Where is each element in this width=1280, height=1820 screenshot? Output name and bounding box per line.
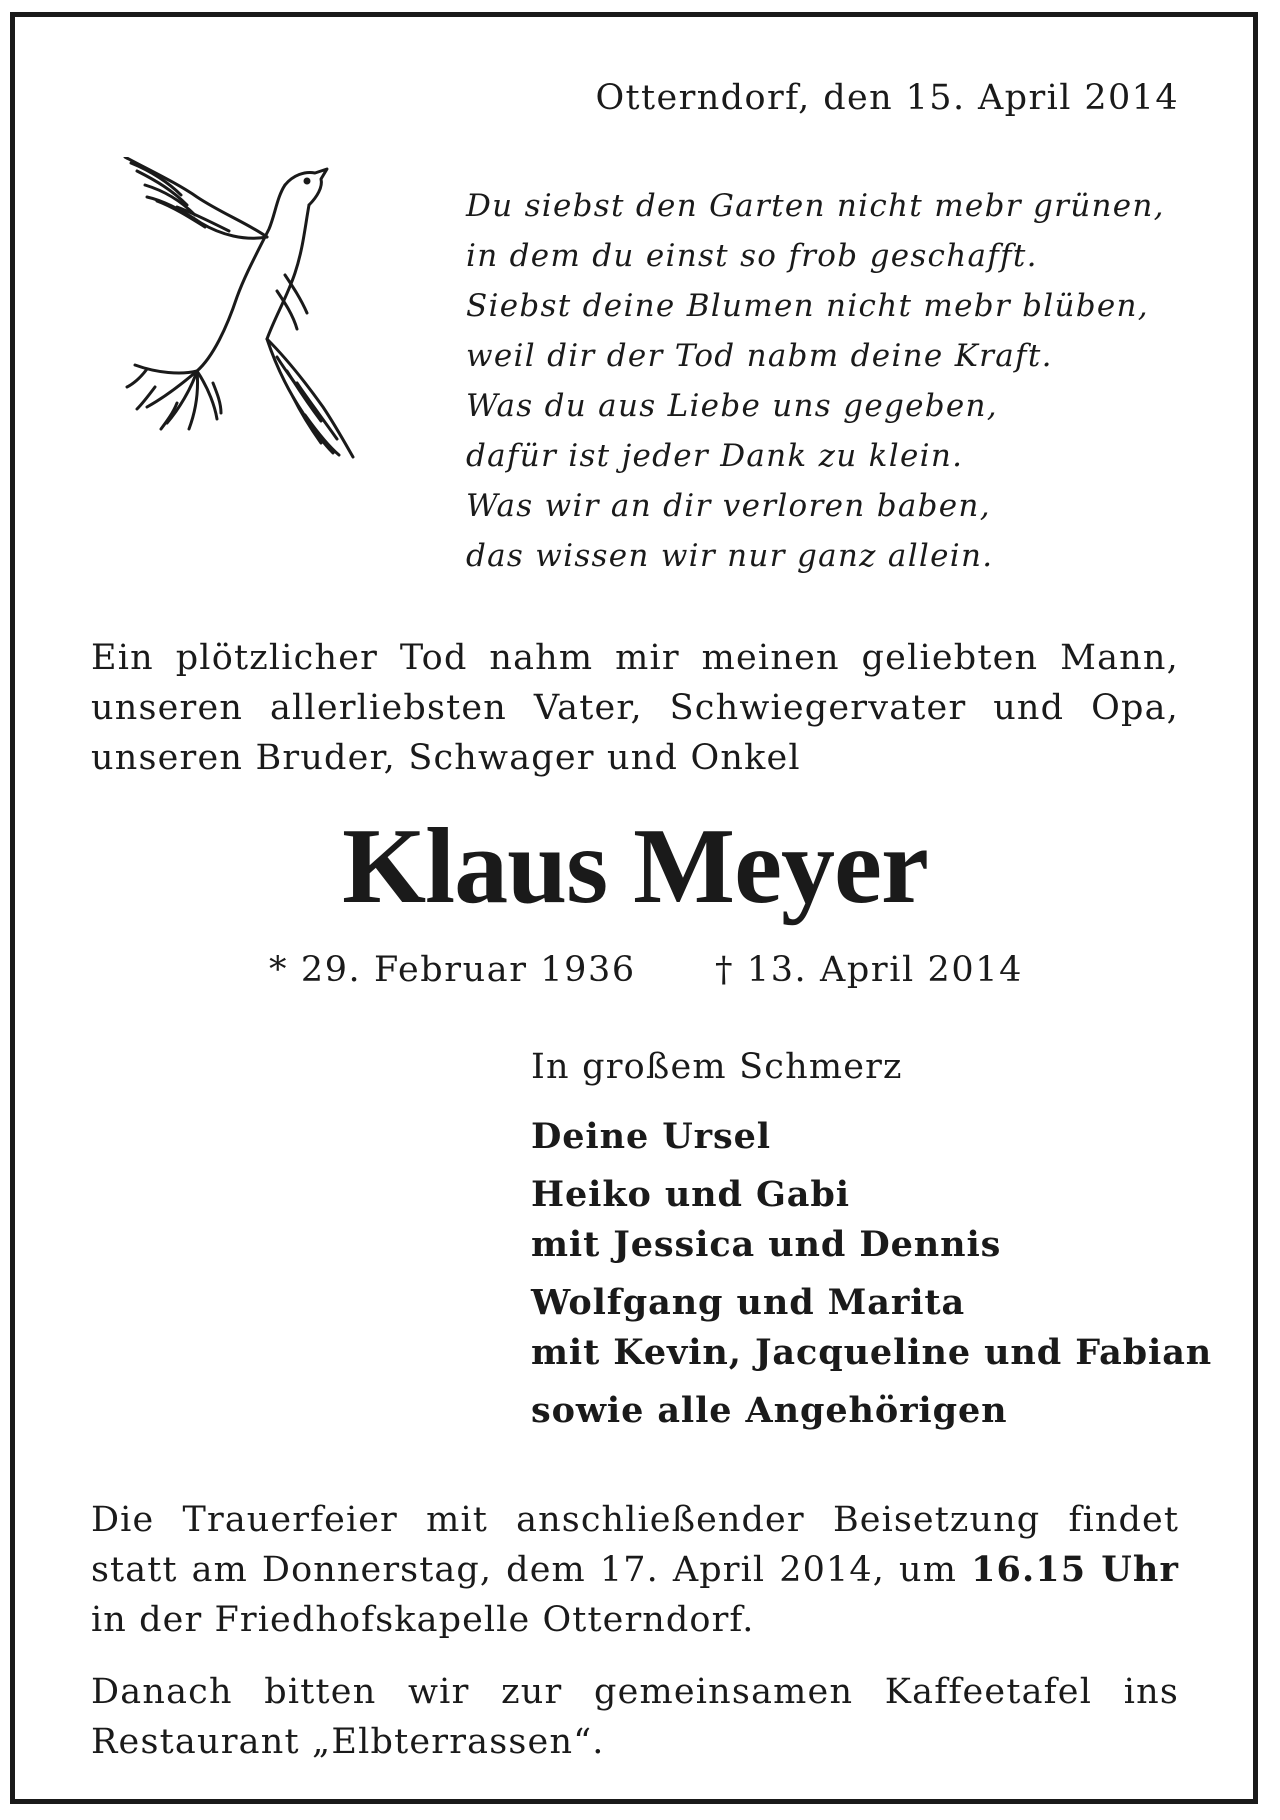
mourner-line: mit Jessica und Dennis bbox=[531, 1224, 1002, 1265]
mourner-group bbox=[531, 1386, 1179, 1436]
mourner-group bbox=[531, 1170, 1179, 1270]
notice-content bbox=[91, 17, 1213, 1799]
ceremony-text: statt am Donnerstag, dem 17. April 2014, um bbox=[91, 1550, 972, 1590]
intro-line: unseren allerliebsten Vater, Schwiegervater und Opa, bbox=[91, 688, 1179, 728]
poem-line: Was wir an dir verloren baben, bbox=[466, 488, 991, 524]
deceased-name: Klaus Meyer bbox=[342, 807, 928, 926]
ceremony-line bbox=[91, 1545, 1179, 1595]
ceremony-paragraph bbox=[91, 1495, 1179, 1645]
poem-line: weil dir der Tod nabm deine Kraft. bbox=[466, 338, 1053, 374]
mourners-block bbox=[531, 1042, 1213, 1444]
poem-line: Siebst deine Blumen nicht mebr blüben, bbox=[466, 288, 1149, 324]
ceremony-line: Die Trauerfeier mit anschließender Beisetzung findet bbox=[91, 1500, 1179, 1540]
intro-line: unseren Bruder, Schwager und Onkel bbox=[91, 738, 801, 778]
mourner-line: sowie alle Angehörigen bbox=[531, 1390, 1008, 1431]
mourner-line: Deine Ursel bbox=[531, 1116, 771, 1157]
ceremony-time: 16.15 Uhr bbox=[971, 1549, 1180, 1590]
mourner-line: Wolfgang und Marita bbox=[531, 1282, 966, 1323]
mourner-line: Heiko und Gabi bbox=[531, 1174, 850, 1215]
coffee-line: Danach bitten wir zur gemeinsamen Kaffeetafel ins bbox=[91, 1672, 1179, 1712]
poem-line: das wissen wir nur ganz allein. bbox=[466, 538, 994, 574]
dove-icon bbox=[117, 157, 367, 467]
obituary-notice bbox=[10, 12, 1258, 1804]
mourner-line: mit Kevin, Jacqueline und Fabian bbox=[531, 1332, 1213, 1373]
poem-line: in dem du einst so frob geschafft. bbox=[466, 238, 1038, 274]
intro-line: Ein plötzlicher Tod nahm mir meinen geliebten Mann, bbox=[91, 638, 1179, 678]
poem-line: dafür ist jeder Dank zu klein. bbox=[466, 438, 964, 474]
intro-paragraph bbox=[91, 633, 1179, 783]
death-date: † 13. April 2014 bbox=[715, 950, 1024, 990]
coffee-line: Restaurant „Elbterrassen“. bbox=[91, 1722, 605, 1762]
mourner-group bbox=[531, 1112, 1179, 1162]
mourning-greeting: In großem Schmerz bbox=[531, 1047, 903, 1087]
poem-line: Du siebst den Garten nicht mebr grünen, bbox=[466, 188, 1165, 224]
birth-date: * 29. Februar 1936 bbox=[269, 950, 636, 990]
memorial-poem bbox=[466, 181, 1179, 581]
place-date: Otterndorf, den 15. April 2014 bbox=[595, 78, 1179, 118]
coffee-paragraph bbox=[91, 1667, 1179, 1767]
mourner-group bbox=[531, 1278, 1213, 1378]
poem-line: Was du aus Liebe uns gegeben, bbox=[466, 388, 998, 424]
ceremony-line: in der Friedhofskapelle Otterndorf. bbox=[91, 1600, 755, 1640]
